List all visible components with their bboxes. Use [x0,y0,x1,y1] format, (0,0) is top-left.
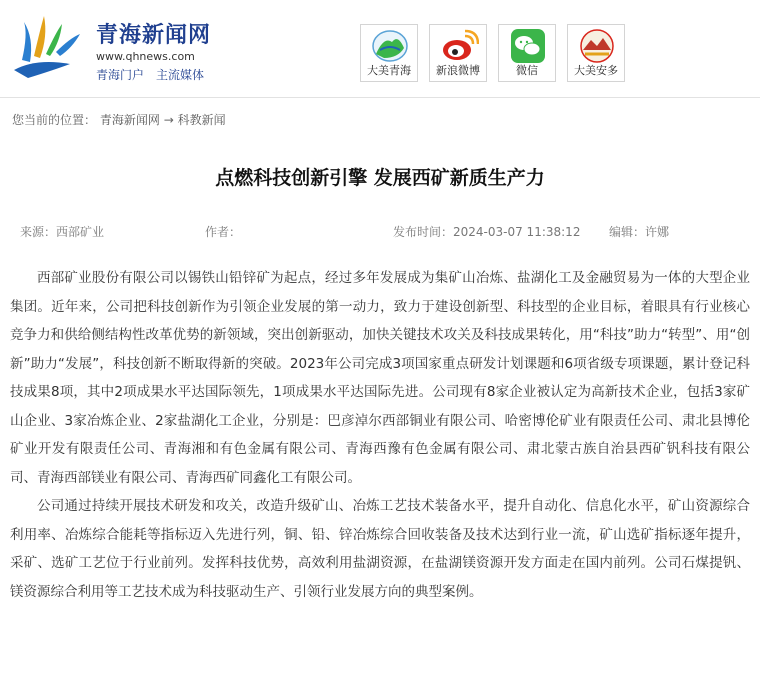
site-header [0,0,760,92]
logo-swoosh-icon [10,12,92,84]
weibo-icon [439,28,479,64]
breadcrumb-arrow: → [163,113,174,127]
social-label: 大美安多 [574,64,618,77]
breadcrumb-prefix: 您当前的位置： [12,113,97,127]
article-source: 来源：西部矿业 [20,225,105,239]
social-label: 微信 [516,64,538,77]
social-label: 新浪微博 [436,64,480,77]
slogan-part: 青海门户 [96,68,145,82]
social-damei-anduo[interactable] [567,24,625,82]
article-body [10,264,750,606]
social-weibo[interactable] [429,24,487,82]
breadcrumb-home-link[interactable]: 青海新闻网 [99,113,160,127]
article-editor: 编辑：许娜 [609,225,670,239]
breadcrumb-section-link[interactable]: 科教新闻 [177,113,226,127]
slogan-part: 主流媒体 [156,68,205,82]
site-name: 青海新闻网 [96,23,212,48]
social-daimei-qinghai[interactable] [360,24,418,82]
site-url: www.qhnews.com [96,50,195,63]
article-publish-time: 发布时间：2024-03-07 11:38:12 [393,225,581,239]
breadcrumb [12,111,226,128]
article-paragraph: 公司通过持续开展技术研发和攻关，改造升级矿山、冶炼工艺技术装备水平，提升自动化、信息化水平，矿山资源综合利用率、冶炼综合能耗等指标迈入先进行列，铜、铅、锌冶炼综合回收装备及技术达到行业一流，矿山选矿指标逐年提升，采矿、选矿工艺位于行业前列。发挥科技优势，高效利用盐湖资源，在盐湖镁资源开发方面走在国内前列。公司石煤提钒、镁资源综合利用等工艺技术成为科技驱动生产、引领行业发展方向的典型案例。 [10,498,750,600]
site-slogan [96,66,204,83]
article-paragraph: 西部矿业股份有限公司以锡铁山铅锌矿为起点，经过多年发展成为集矿山冶炼、盐湖化工及金融贸易为一体的大型企业集团。近年来，公司把科技创新作为引领企业发展的第一动力，致力于建设创新型、科技型的企业目标，着眼具有行业核心竞争力和供给侧结构性改革优势的新领域，突出创新驱动，加快关键技术攻关及科技成果转化，用“科技”助力“转型”、用“创新”助力“发展”，科技创新不断取得新的突破。2023年公司完成3项国家重点研发计划课题和6项省级专项课题，累计登记科技成果8项，其中2项成果水平达国际领先，1项成果水平达国际先进。公司现有8家企业被认定为高新技术企业，包括3家矿山企业、3家冶炼企业、2家盐湖化工企业，分别是：巴彦淖尔西部铜业有限公司、哈密博伦矿业有限责任公司、肃北县博伦矿业开发有限责任公司、青海湘和有色金属有限公司、青海西豫有色金属有限公司、肃北蒙古族自治县西矿钒科技有限公司、青海西部镁业有限公司、青海西矿同鑫化工有限公司。 [10,270,750,486]
wechat-icon [508,28,548,64]
damei-anduo-icon [577,28,617,64]
header-divider [0,97,760,98]
daimei-qinghai-icon [370,28,410,64]
article-title: 点燃科技创新引擎 发展西矿新质生产力 [215,167,545,189]
social-wechat[interactable] [498,24,556,82]
article-author: 作者： [205,225,242,239]
site-logo[interactable] [10,8,230,86]
social-label: 大美青海 [367,64,411,77]
